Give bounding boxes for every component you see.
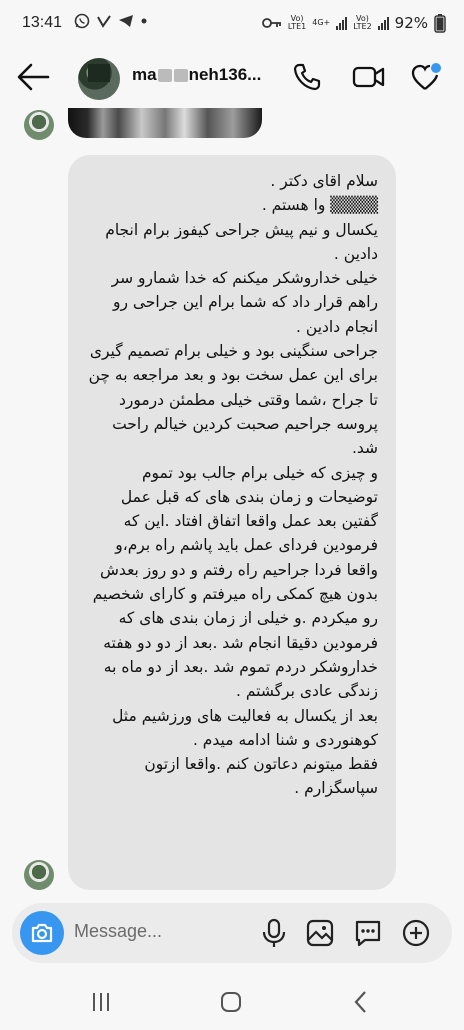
volte2-label: Vo) LTE2 [353,14,372,31]
message-composer [12,903,452,963]
sender-avatar [24,860,54,890]
volte1-label: Vo) LTE1 [287,14,307,31]
heart-shield-icon[interactable] [410,62,444,92]
gallery-icon[interactable] [304,917,336,949]
battery-icon [434,13,446,33]
status-bar [0,0,464,46]
telegram-icon [118,14,134,28]
phone-icon[interactable] [292,62,322,92]
battery-percent: 92% [394,14,428,32]
username-end: neh136... [188,65,262,84]
message-input[interactable]: Message... [74,921,163,941]
home-icon[interactable] [216,989,246,1015]
message-text: سلام اقای دکتر . ▒▒▒▒ وا هستم . یکسال و نیم پیش جراحی کیفوز برام انجام دادین . خیلی خداروشکر میکنم که خدا شمارو سر راهم قرار داد که شما برام این جراحی رو انجام دادین . جراحی سنگینی بود و خیلی برام تصمیم گیری برای این عمل سخت بود و بعد مراجعه به چن تا جراح ،شما وقتی خیلی مطمئن درمورد پروسه جراحیم صحبت کردین خیالم راحت شد. و چیزی که خیلی برام جالب بود تموم توضیحات و زمان بندی های که قبل عمل گفتین بعد عمل واقعا اتفاق افتاد .این که فرمودین فردای عمل باید پاشم راه برم،و واقعا فردا جراحیم راه رفتم و دو روز بعدش بدون هیچ کمکی راه میرفتم و کارای شخصیم رو میکردم .و خیلی از زمان بندی های که فرمودین دقیقا انجام شد .بعد از دو دو هفته خداروشکر دردم تموم شد .بعد از دو ماه به زندگی عادی برگشتم . بعد از یکسال به فعالیت های ورزشیم مثل کوهنوردی و شنا ادامه میدم . فقط میتونم دعاتون کنم .واقعا ازتون سپاسگزارم . [88,172,378,798]
signal1-icon [336,17,347,30]
video-camera-icon[interactable] [352,62,386,92]
redacted-block [174,69,188,82]
status-time: 13:41 [22,14,63,31]
back-icon[interactable] [346,989,376,1015]
sticker-chat-icon[interactable] [352,917,384,949]
system-nav-bar [0,975,464,1030]
add-circle-icon[interactable] [400,917,432,949]
redacted-block [158,69,172,82]
avatar[interactable] [78,58,120,100]
check-icon [97,14,111,28]
net-label: 4G+ [312,18,331,27]
image-message[interactable] [68,108,262,138]
signal2-icon [378,17,389,30]
notification-icons [74,13,147,29]
camera-button[interactable] [20,911,64,955]
username[interactable] [132,65,261,85]
username-start: ma [132,65,157,84]
sender-avatar [24,110,54,140]
chat-header [0,46,464,108]
message-bubble[interactable] [68,155,396,890]
status-right [262,13,446,33]
microphone-icon[interactable] [258,917,290,949]
key-icon [262,17,282,29]
whatsapp-icon [74,13,90,29]
recent-apps-icon[interactable] [86,989,116,1015]
camera-icon [30,922,54,944]
dot-icon [141,18,147,24]
back-arrow-icon[interactable] [16,62,50,92]
